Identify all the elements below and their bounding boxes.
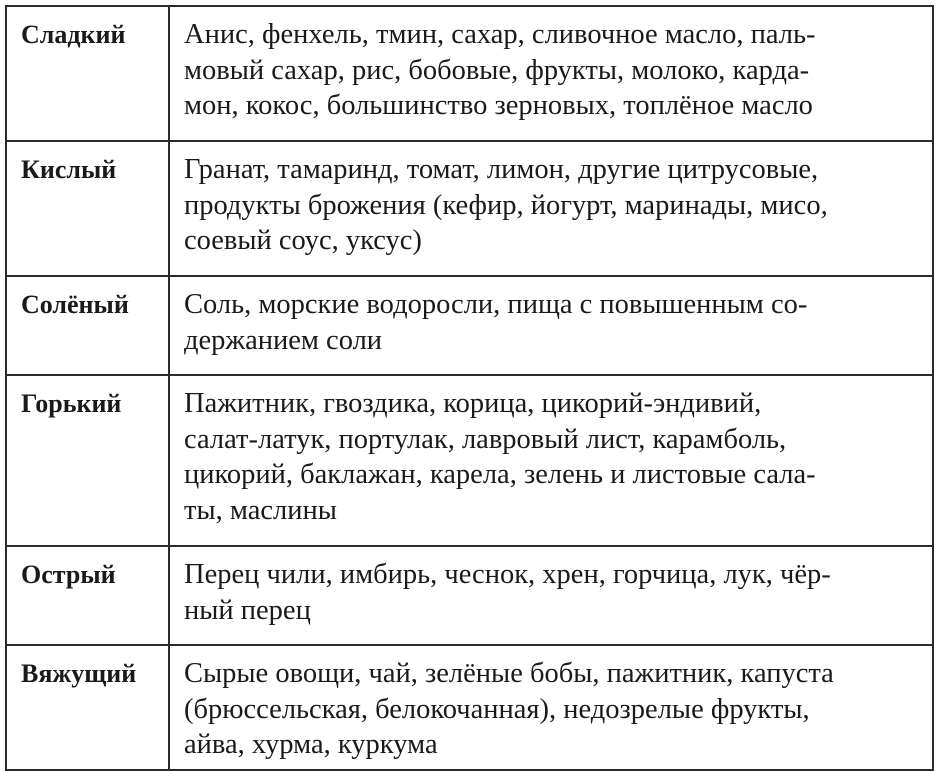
foods-line: (брюссельская, белокочанная), недозрелые фрукты, xyxy=(184,693,810,725)
foods-line: Анис, фенхель, тмин, сахар, сливочное масло, паль- xyxy=(184,19,816,50)
table-row xyxy=(6,141,933,276)
foods-line: продукты брожения (кефир, йогурт, маринады, мисо, xyxy=(184,189,828,221)
taste-name: Острый xyxy=(6,546,169,645)
foods-line: Соль, морские водоросли, пища с повышенным со- xyxy=(184,289,808,320)
foods-line: Сырые овощи, чай, зелёные бобы, пажитник, капуста xyxy=(184,658,834,689)
foods-list xyxy=(169,546,933,645)
foods-line: ный перец xyxy=(184,594,311,626)
foods-line: ты, маслины xyxy=(184,494,337,526)
table-row xyxy=(6,6,933,141)
foods-list xyxy=(169,375,933,546)
foods-line: Перец чили, имбирь, чеснок, хрен, горчица, лук, чёр- xyxy=(184,559,831,590)
foods-line: мовый сахар, рис, бобовые, фрукты, молоко, карда- xyxy=(184,54,810,86)
foods-line: держанием соли xyxy=(184,324,383,356)
taste-name: Горький xyxy=(6,375,169,546)
foods-list xyxy=(169,141,933,276)
tastes-table xyxy=(5,5,934,771)
taste-name: Солёный xyxy=(6,276,169,375)
foods-line: мон, кокос, большинство зерновых, топлёное масло xyxy=(184,90,813,121)
table-row xyxy=(6,375,933,546)
taste-name: Сладкий xyxy=(6,6,169,141)
foods-line: цикорий, баклажан, карела, зелень и листовые сала- xyxy=(184,459,816,490)
foods-line: Пажитник, гвоздика, корица, цикорий-эндивий, xyxy=(184,388,762,419)
foods-list xyxy=(169,645,933,770)
table-row xyxy=(6,645,933,770)
foods-line: соевый соус, уксус) xyxy=(184,225,422,256)
table-row xyxy=(6,546,933,645)
foods-line: салат-латук, портулак, лавровый лист, карамболь, xyxy=(184,423,787,455)
table-row xyxy=(6,276,933,375)
taste-name: Кислый xyxy=(6,141,169,276)
foods-line: айва, хурма, куркума xyxy=(184,729,438,760)
taste-name: Вяжущий xyxy=(6,645,169,770)
foods-list xyxy=(169,276,933,375)
foods-list xyxy=(169,6,933,141)
foods-line: Гранат, тамаринд, томат, лимон, другие цитрусовые, xyxy=(184,154,819,185)
